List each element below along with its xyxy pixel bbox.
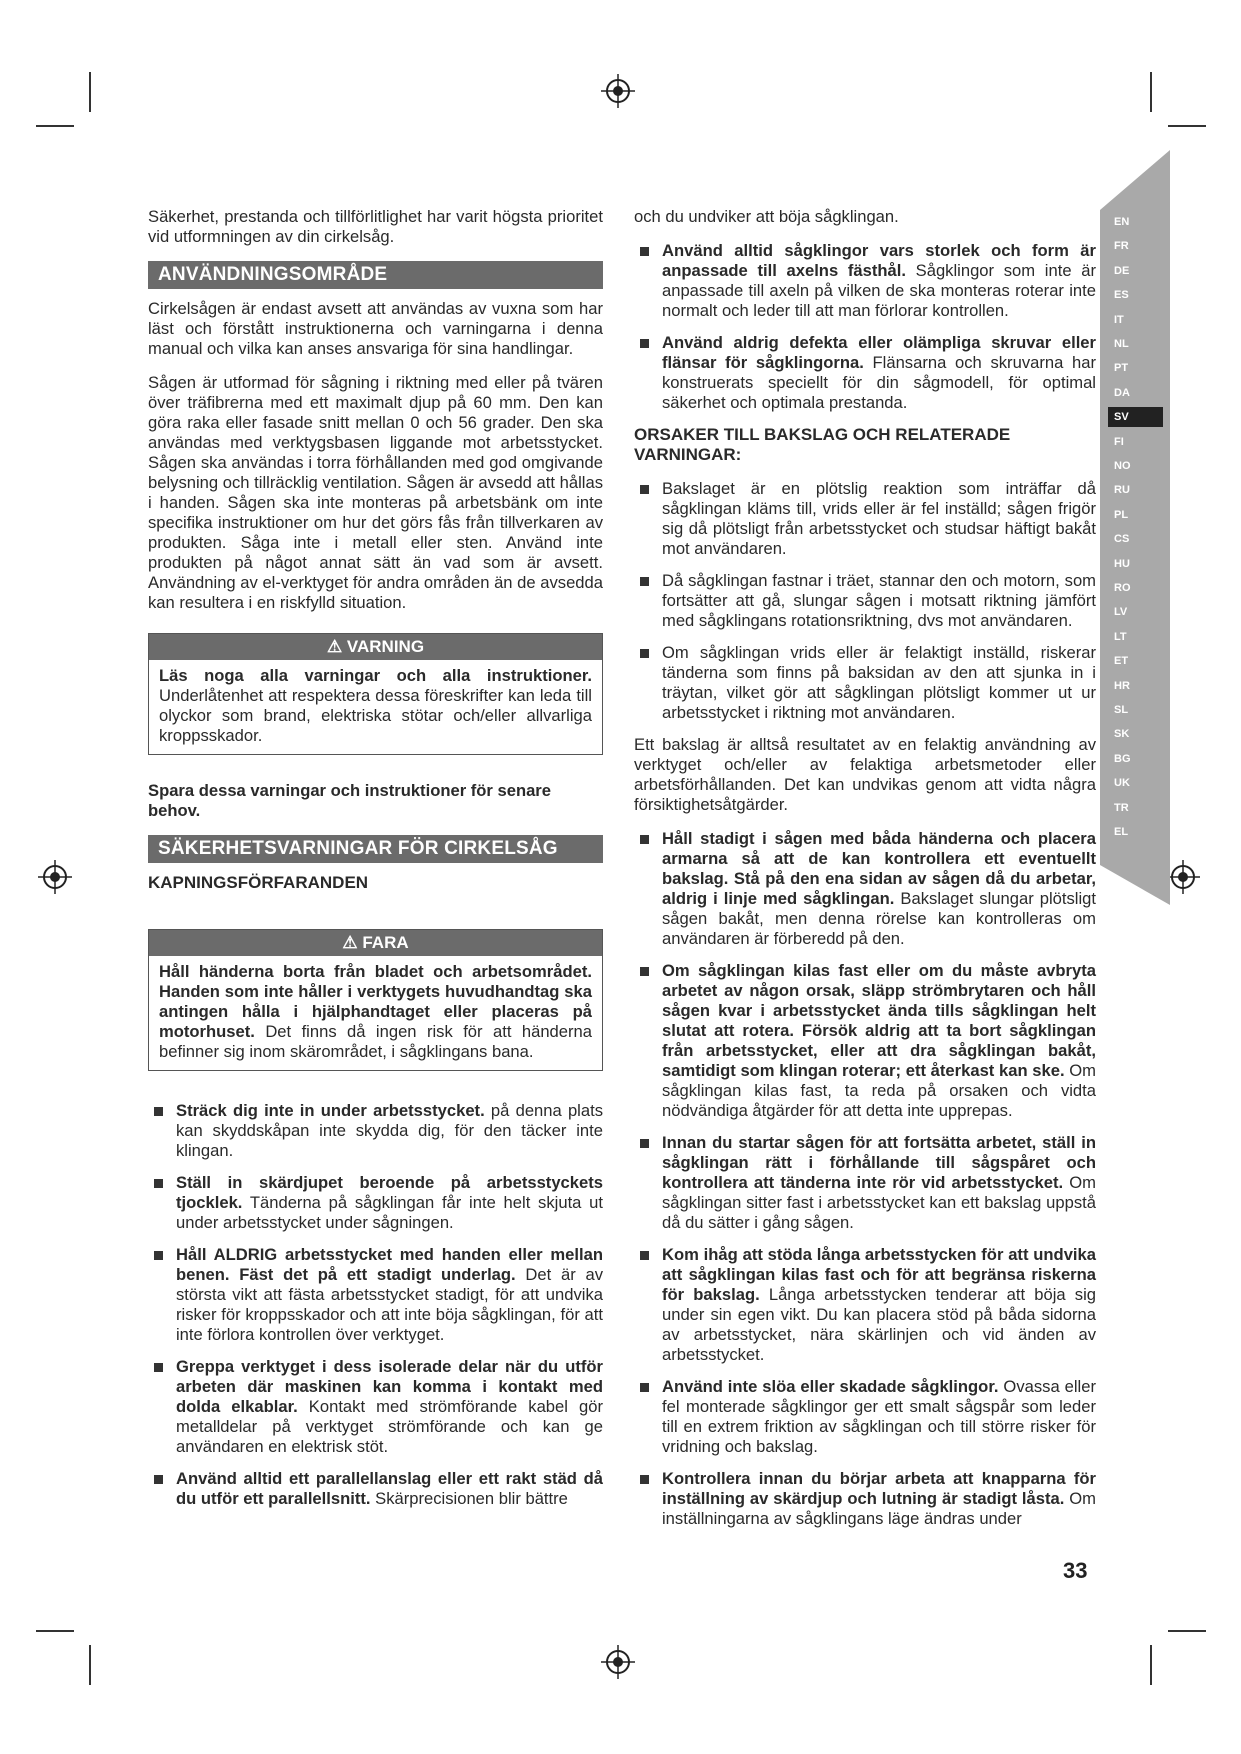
list-item-text: Då sågklingan fastnar i träet, stannar den och motorn, som fortsätter att gå, slungar sågen i motsatt riktning jämfört med sågklingans rotationsriktning, dvs mot användaren. [662,571,1096,630]
list-item [634,241,1096,321]
danger-box [148,929,603,1071]
list-item-text: Om sågklingan vrids eller är felaktigt inställd, riskerar tänderna som finns på baksidan av den att sjunka in i träytan, vilket gör att sågklingan plötsligt kommer ut ur arbetsstycket i riktning mot användaren. [662,643,1096,722]
list-item-bold: Innan du startar sågen för att fortsätta arbetet, ställ in sågklingan rätt i förhållande till sågspåret och kontrollera att tänderna inte rör vid arbetsstycket. [662,1133,1096,1192]
crop-mark [1168,125,1206,127]
bullet-square-icon [154,1179,163,1188]
kickback-heading: ORSAKER TILL BAKSLAG OCH RELATERADE VARNINGAR: [634,425,1011,464]
right-bullet-list-top [634,241,1096,413]
crop-mark [36,1630,74,1632]
kickback-paragraph: Ett bakslag är alltså resultatet av en felaktig användning av verktyget och/eller av felaktiga arbetsmetoder eller arbetsförhållanden. Det kan undvikas genom att vidta några försiktighetsåtgärder. [634,735,1096,814]
registration-mark-icon [601,74,635,108]
list-item [148,1101,603,1161]
list-item-bold: Håll stadigt i sågen med båda händerna och placera armarna så att de kan kontrollera ett eventuellt bakslag. Stå på den ena sidan av sågen då du arbetar, aldrig i linje med sågklingan. [662,829,1096,908]
list-item-bold: Sträck dig inte in under arbetsstycket. [176,1101,485,1120]
list-item-bold: Använd inte slöa eller skadade sågklingor. [662,1377,999,1396]
language-tab-uk: UK [1114,777,1130,790]
warning-box [148,633,603,755]
warning-body: Läs noga alla varningar och alla instruktioner. Underlåtenhet att respektera dessa föreskrifter kan leda till olyckor som brand, elektriska stötar och/eller allvarliga kroppsskador. [159,666,592,745]
bullet-square-icon [640,339,649,348]
list-item-text: Om sågklingan sitter fast i arbetsstycket kan ett bakslag uppstå då du sätter i gång sågen. [662,1173,1096,1232]
language-tab-it: IT [1114,313,1124,326]
list-item [634,571,1096,631]
language-tab-el: EL [1114,826,1129,838]
list-item [634,1469,1096,1529]
language-tab-sv: SV [1108,407,1163,427]
language-tab-sl: SL [1114,704,1129,716]
language-tab-lv: LV [1114,606,1128,619]
list-item-text: Om sågklingan kilas fast, ta reda på orsaken och vidta nödvändiga åtgärder för att detta inte upprepas. [662,1061,1097,1120]
crop-mark [1168,1630,1206,1632]
list-item-text: Det är av största vikt att fästa arbetsstycket stadigt, för att undvika risker för kroppsskador och att inte böja sågklingan, för att inte förlora kontrollen över verktyget. [176,1265,603,1344]
language-tab-pt: PT [1114,362,1129,375]
bullet-square-icon [640,577,649,586]
language-tab-ro: RO [1114,582,1131,594]
bullet-square-icon [154,1475,163,1484]
language-tab-fi: FI [1114,435,1124,448]
language-tab-et: ET [1114,655,1129,668]
section-heading-usage: ANVÄNDNINGSOMRÅDE [148,261,603,289]
usage-paragraph-1: Cirkelsågen är endast avsett att användas av vuxna som har läst och förstått instruktionerna och varningarna i denna manual och vilka kan anses ansvariga för sina handlingar. [148,299,603,358]
list-item [148,1357,603,1457]
list-item [634,479,1096,559]
left-column [148,207,603,1521]
warning-title: ⚠ VARNING [149,634,602,660]
warning-icon: ⚠ [342,933,363,952]
list-item-text: Bakslaget är en plötslig reaktion som inträffar då sågklingan kläms till, vrids eller är fel inställd; sågen frigör sig då plötsligt från arbetsstycket och studsar häftigt bakåt mot användaren. [662,479,1096,558]
language-tab-ru: RU [1114,484,1130,497]
registration-mark-icon [601,1645,635,1679]
list-item-bold: Om sågklingan kilas fast eller om du måste avbryta arbetet av någon orsak, släpp strömbrytaren och håll sågen kvar i arbetsstycket ända tills sågklingan helt slutat att rotera. Försök aldrig att ta bort sågklingan från arbetsstycket, eller att dra sågklingan bakåt, samtidigt som klingan roterar; ett återkast kan ske. [662,961,1096,1080]
list-item-text: på denna plats kan skyddskåpan inte skydda dig, för den täcker inte klingan. [176,1101,604,1160]
right-column [634,207,1096,1541]
language-tab-en: EN [1114,216,1130,228]
language-tab-da: DA [1114,386,1130,399]
right-bullet-list-mid [634,479,1096,723]
list-item-bold: Kom ihåg att stöda långa arbetsstycken för att undvika att sågklingan kilas fast och för att begränsa riskerna för bakslag. [662,1245,1096,1304]
list-item [634,1133,1096,1233]
bullet-square-icon [154,1251,163,1260]
language-tab-es: ES [1114,289,1129,302]
list-item [148,1245,603,1345]
crop-mark [89,1645,91,1685]
language-tab-pl: PL [1114,508,1129,521]
intro-paragraph: Säkerhet, prestanda och tillförlitlighet har varit högsta prioritet vid utformningen av din cirkelsåg. [148,207,603,246]
danger-body: Håll händerna borta från bladet och arbetsområdet. Handen som inte håller i verktygets huvudhandtag ska antingen hålla i hjälphandtaget eller placeras på motorhuset. Det finns då ingen risk för att händerna befinner sig inom skärområdet, i sågklingans bana. [159,962,592,1061]
list-item [634,829,1096,949]
list-item-bold: Kontrollera innan du börjar arbeta att knapparna för inställning av skärdjup och lutning är stadigt låsta. [662,1469,1096,1508]
subheading-cutting: KAPNINGSFÖRFARANDEN [148,873,369,892]
list-item [148,1173,603,1233]
crop-mark [89,72,91,112]
language-tab-bg: BG [1114,752,1131,765]
bullet-square-icon [640,1251,649,1260]
page-number: 33 [1063,1558,1088,1583]
usage-paragraph-2: Sågen är utformad för sågning i riktning med eller på tvären över träfibrerna med ett maximalt djup på 60 mm. Den kan göra raka eller fasade snitt mellan 0 och 56 grader. Den ska användas med verktygsbasen liggande mot arbetsstycket. Sågen ska användas i torra förhållanden med god omgivande belysning och tillräcklig ventilation. Sågen är avsedd att hållas i handen. Sågen ska inte monteras på arbetsbänk om inte specifika instruktioner om hur det görs fås från tillverkaren av produkten. Såga inte i metall eller sten. Använd inte produkten på något annat sätt än vad som är avsett. Användning av el-verktyget för andra områden än de avsedda kan resultera i en riskfylld situation. [148,373,603,612]
list-item [634,961,1096,1121]
list-item-bold: Använd aldrig defekta eller olämpliga skruvar eller flänsar för sågklingorna. [662,333,1096,372]
list-item-text: Långa arbetsstycken tenderar att böja sig under sin egen vikt. Du kan placera stöd på båda sidorna av arbetsstycket, nära skärlinjen och vid änden av arbetsstycket. [662,1285,1096,1364]
language-tab-sk: SK [1114,728,1130,741]
section-heading-safety: SÄKERHETSVARNINGAR FÖR CIRKELSÅG [148,835,603,863]
list-item [634,643,1096,723]
language-tab-tr: TR [1114,801,1129,814]
registration-mark-icon [1166,860,1200,894]
list-item-text: Skärprecisionen blir bättre [370,1489,568,1508]
list-item-bold: Greppa verktyget i dess isolerade delar när du utför arbeten där maskinen kan komma i kontakt med dolda elkablar. [176,1357,603,1416]
left-bullet-list [148,1101,603,1509]
list-item [634,333,1096,413]
list-item [634,1245,1096,1365]
list-item-bold: Håll ALDRIG arbetsstycket med handen eller mellan benen. Fäst det på ett stadigt underlag. [176,1245,603,1284]
bullet-square-icon [640,649,649,658]
language-tab-de: DE [1114,264,1130,277]
language-tab-hr: HR [1114,679,1130,692]
bullet-square-icon [640,835,649,844]
bullet-square-icon [640,967,649,976]
list-item [634,1377,1096,1457]
crop-mark [1150,72,1152,112]
list-item-text: Bakslaget slungar plötsligt sågen bakåt, men denna rörelse kan kontrolleras om användaren är förberedd på den. [662,889,1096,948]
save-note: Spara dessa varningar och instruktioner för senare behov. [148,781,551,820]
list-item-bold: Använd alltid sågklingor vars storlek och form är anpassade till axelns fästhål. [662,241,1096,280]
list-item-text: Tänderna på sågklingan får inte helt skjuta ut under arbetsstycket under sågningen. [176,1193,603,1232]
list-item-bold: Använd alltid ett parallellanslag eller ett rakt städ då du utför ett parallellsnitt. [176,1469,603,1508]
danger-title: ⚠ FARA [149,930,602,956]
bullet-square-icon [640,1383,649,1392]
list-item-text: Sågklingor som inte är anpassade till axeln på vilken de ska monteras roterar inte normalt och leder till att man förlorar kontrollen. [662,261,1096,320]
bullet-square-icon [154,1107,163,1116]
crop-mark [1150,1645,1152,1685]
right-bullet-list-bottom [634,829,1096,1529]
language-tab-hu: HU [1114,557,1130,570]
language-tab-cs: CS [1114,533,1130,546]
bullet-square-icon [640,1475,649,1484]
list-item-text: Flänsarna och skruvarna har konstruerats speciellt för din sågmodell, för optimal säkerhet och optimala prestanda. [662,353,1097,412]
continued-text: och du undviker att böja sågklingan. [634,207,899,226]
language-tab-no: NO [1114,460,1131,472]
warning-icon: ⚠ [326,637,347,656]
language-tab-lt: LT [1114,630,1127,643]
bullet-square-icon [640,1139,649,1148]
registration-mark-icon [38,860,72,894]
list-item-text: Kontakt med strömförande kabel gör metalldelar på verktyget strömförande och kan ge användaren en elektrisk stöt. [176,1397,603,1456]
list-item-text: Om inställningarna av sågklingans läge ändras under [662,1489,1096,1528]
bullet-square-icon [154,1363,163,1372]
crop-mark [36,125,74,127]
list-item-text: Ovassa eller fel monterade sågklingor ger ett smalt sågspår som leder till en extrem friktion av sågklingan och till större risker för vridning och bakslag. [662,1377,1096,1456]
bullet-square-icon [640,247,649,256]
language-tab-fr: FR [1114,240,1129,253]
language-tab-nl: NL [1114,338,1129,350]
bullet-square-icon [640,485,649,494]
list-item [148,1469,603,1509]
list-item-bold: Ställ in skärdjupet beroende på arbetsstyckets tjocklek. [176,1173,603,1212]
